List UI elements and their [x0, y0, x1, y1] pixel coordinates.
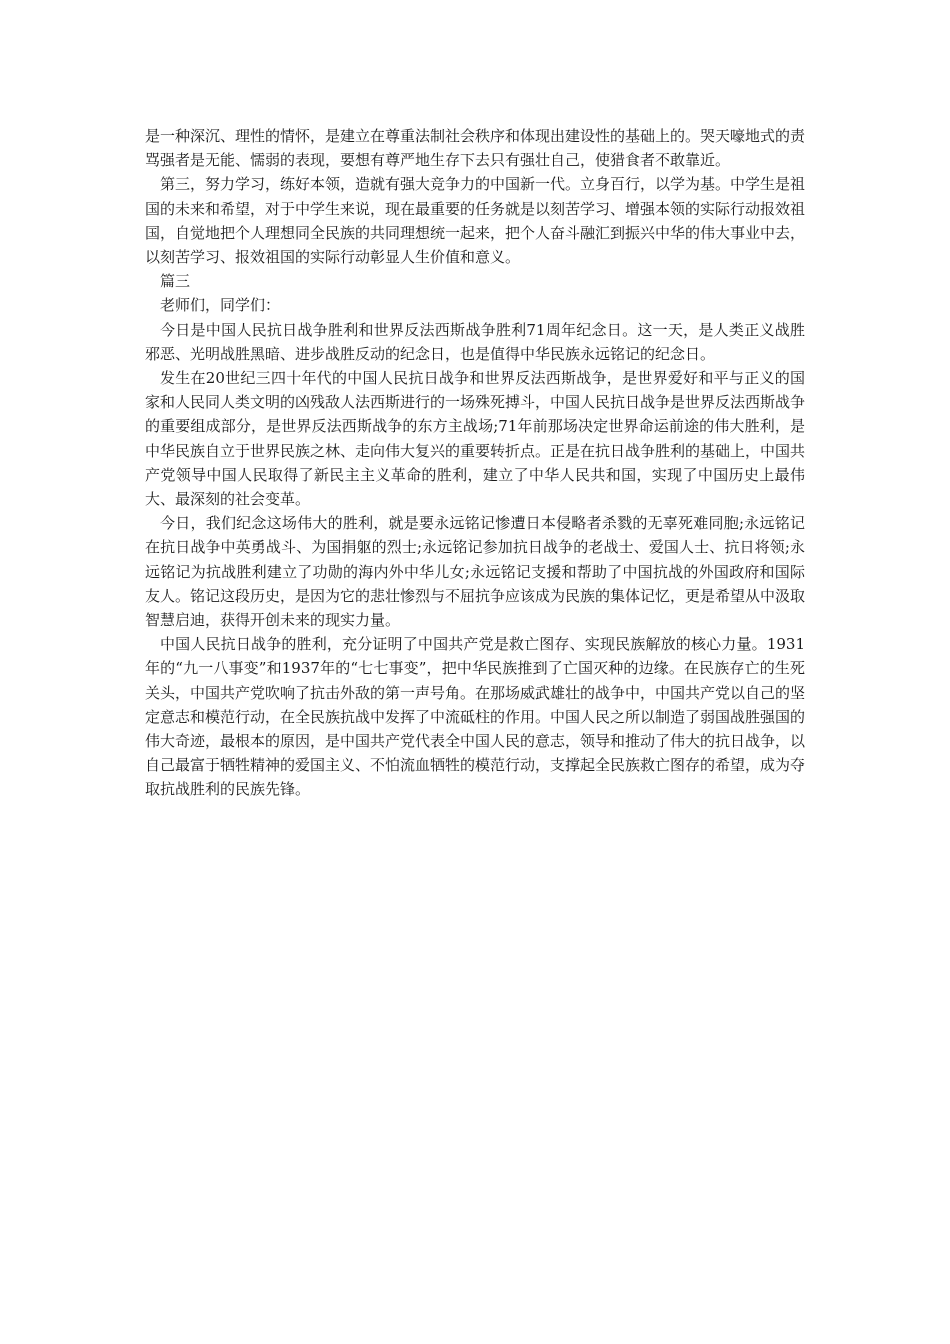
paragraph-7: 今日，我们纪念这场伟大的胜利，就是要永远铭记惨遭日本侵略者杀戮的无辜死难同胞;永远铭记在抗日战争中英勇战斗、为国捐躯的烈士;永远铭记参加抗日战争的老战士、爱国人士、抗日将领;永远铭记为抗战胜利建立了功勋的海内外中华儿女;永远铭记支援和帮助了中国抗战的外国政府和国际友人。铭记这段历史，是因为它的悲壮惨烈与不屈抗争应该成为民族的集体记忆，更是希望从中汲取智慧启迪，获得开创未来的现实力量。 — [145, 514, 806, 630]
paragraph-5: 今日是中国人民抗日战争胜利和世界反法西斯战争胜利71周年纪念日。这一天，是人类正义战胜邪恶、光明战胜黑暗、进步战胜反动的纪念日，也是值得中华民族永远铭记的纪念日。 — [145, 320, 805, 363]
paragraph-6: 发生在20世纪三四十年代的中国人民抗日战争和世界反法西斯战争，是世界爱好和平与正义的国家和人民同人类文明的凶残敌人法西斯进行的一场殊死搏斗，中国人民抗日战争是世界反法西斯战争的重要组成部分，是世界反法西斯战争的东方主战场;71年前那场决定世界命运前途的伟大胜利，是中华民族自立于世界民族之林、走向伟大复兴的重要转折点。正是在抗日战争胜利的基础上，中国共产党领导中国人民取得了新民主主义革命的胜利，建立了中华人民共和国，实现了中国历史上最伟大、最深刻的社会变革。 — [145, 369, 806, 509]
paragraph-8: 中国人民抗日战争的胜利，充分证明了中国共产党是救亡图存、实现民族解放的核心力量。1931年的“九一八事变”和1937年的“七七事变”，把中华民族推到了亡国灭种的边缘。在民族存亡的生死关头，中国共产党吹响了抗击外敌的第一声号角。在那场威武雄壮的战争中，中国共产党以自己的坚定意志和模范行动，在全民族抗战中发挥了中流砥柱的作用。中国人民之所以制造了弱国战胜强国的伟大奇迹，最根本的原因，是中国共产党代表全中国人民的意志，领导和推动了伟大的抗日战争，以自己最富于牺牲精神的爱国主义、不怕流血牺牲的模范行动，支撑起全民族救亡图存的希望，成为夺取抗战胜利的民族先锋。 — [145, 635, 806, 799]
paragraph-2: 第三，努力学习，练好本领，造就有强大竞争力的中国新一代。立身百行，以学为基。中学生是祖国的未来和希望，对于中学生来说，现在最重要的任务就是以刻苦学习、增强本领的实际行动报效祖国，自觉地把个人理想同全民族的共同理想统一起来，把个人奋斗融汇到振兴中华的伟大事业中去，以刻苦学习、报效祖国的实际行动彰显人生价值和意义。 — [145, 175, 806, 267]
document-body — [145, 124, 805, 802]
paragraph-1: 是一种深沉、理性的情怀，是建立在尊重法制社会秩序和体现出建设性的基础上的。哭天嚎地式的责骂强者是无能、懦弱的表现，要想有尊严地生存下去只有强壮自己，使猎食者不敢靠近。 — [145, 127, 806, 170]
section-heading: 篇三 — [160, 272, 191, 291]
salutation: 老师们，同学们： — [160, 296, 281, 315]
